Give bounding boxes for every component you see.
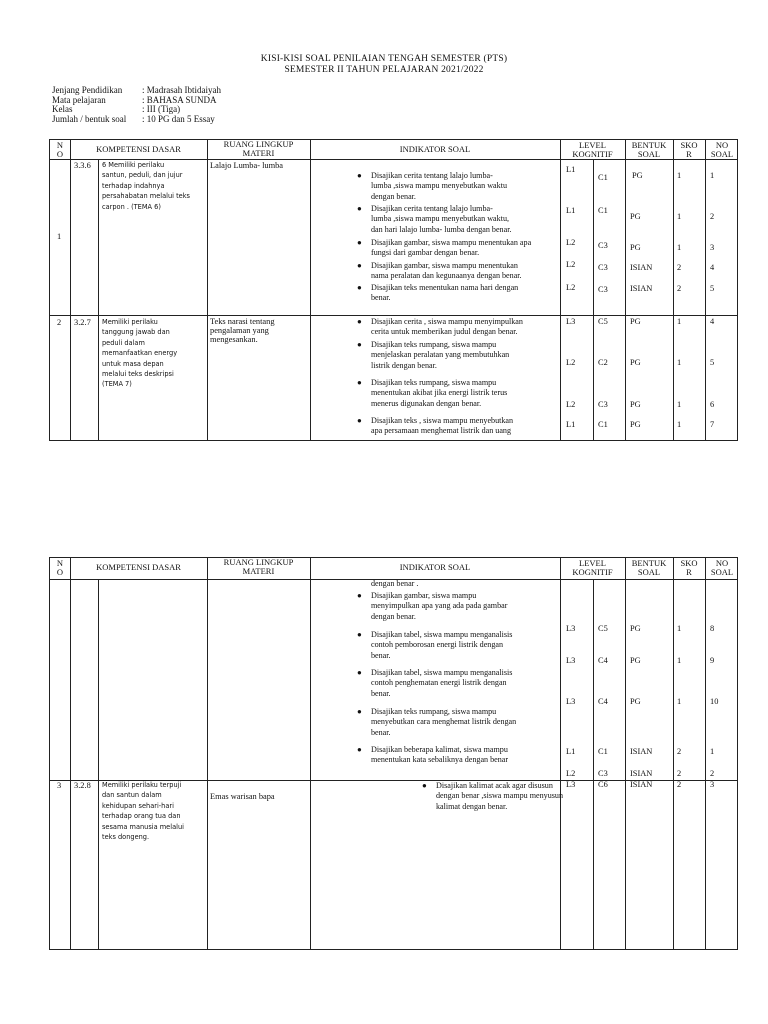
bentuk-value: PG bbox=[630, 212, 641, 221]
skor-value: 1 bbox=[677, 358, 682, 367]
meta-value: : Madrasah Ibtidaiyah bbox=[142, 85, 221, 95]
document-meta bbox=[52, 86, 221, 124]
indicator-item: ● Disajikan teks rumpang, siswa mampu menjelaskan peralatan yang membutuhkan listrik dengan benar. bbox=[357, 340, 510, 370]
grid-table-1 bbox=[49, 139, 738, 441]
grid-table-2 bbox=[49, 557, 738, 950]
level-value: L1 bbox=[566, 206, 576, 215]
bentuk-value: PG bbox=[630, 243, 641, 252]
kd-description: Memiliki perilaku tanggung jawab dan peduli dalam memanfaatkan energy untuk masa depan melalui teks deskripsi (TEMA 7) bbox=[102, 318, 178, 389]
materi-text: Emas warisan bapa bbox=[210, 792, 275, 801]
kd-code: 3.3.6 bbox=[74, 161, 91, 170]
header-ruang-lingkup: RUANG LINGKUP MATERI bbox=[223, 557, 294, 576]
no-soal-value: 3 bbox=[710, 243, 715, 252]
indicator-item: ● Disajikan tabel, siswa mampu menganalisis contoh penghematan energi listrik dengan benar. bbox=[357, 668, 513, 698]
bentuk-value: PG bbox=[630, 400, 641, 409]
cognitive-value: C1 bbox=[598, 206, 608, 215]
kd-description: Memiliki perilaku terpuji dan santun dalam kehidupan sehari-hari terhadap orang tua dan sesama manusia melalui teks dongeng. bbox=[102, 781, 184, 842]
cognitive-value: C1 bbox=[598, 747, 608, 756]
kd-code: 3.2.8 bbox=[74, 781, 91, 790]
level-value: L2 bbox=[566, 358, 576, 367]
skor-value: 2 bbox=[677, 769, 682, 778]
skor-value: 2 bbox=[677, 747, 682, 756]
indicator-item: ● Disajikan teks menentukan nama hari dengan benar. bbox=[357, 283, 519, 303]
no-soal-value: 2 bbox=[710, 212, 715, 221]
bentuk-value: ISIAN bbox=[630, 769, 653, 778]
skor-value: 1 bbox=[677, 697, 682, 706]
no-soal-value: 3 bbox=[710, 780, 715, 789]
skor-value: 1 bbox=[677, 400, 682, 409]
level-value: L3 bbox=[566, 780, 576, 789]
cognitive-value: C4 bbox=[598, 656, 608, 665]
skor-value: 1 bbox=[677, 420, 682, 429]
header-indikator: INDIKATOR SOAL bbox=[399, 562, 471, 572]
level-value: L3 bbox=[566, 697, 576, 706]
materi-text: Teks narasi tentang pengalaman yang mengesankan. bbox=[210, 317, 275, 344]
skor-value: 1 bbox=[677, 171, 682, 180]
row-number: 3 bbox=[57, 781, 62, 790]
header-no-soal: NO SOAL bbox=[710, 558, 734, 577]
bentuk-value: PG bbox=[630, 420, 641, 429]
cognitive-value: C3 bbox=[598, 769, 608, 778]
cognitive-value: C5 bbox=[598, 624, 608, 633]
bentuk-value: ISIAN bbox=[630, 747, 653, 756]
no-soal-value: 8 bbox=[710, 624, 715, 633]
bentuk-value: ISIAN bbox=[630, 263, 653, 272]
skor-value: 1 bbox=[677, 243, 682, 252]
meta-label: Jumlah / bentuk soal bbox=[52, 113, 127, 124]
header-kompetensi-dasar: KOMPETENSI DASAR bbox=[96, 144, 181, 154]
skor-value: 1 bbox=[677, 212, 682, 221]
bentuk-value: PG bbox=[630, 656, 641, 665]
indicator-item: ● Disajikan teks , siswa mampu menyebutkan apa persamaan menghemat listrik dan uang bbox=[357, 416, 514, 436]
cognitive-value: C3 bbox=[598, 285, 608, 294]
indicator-item: ● Disajikan gambar, siswa mampu menentukan nama peralatan dan kegunaanya dengan benar. bbox=[357, 261, 522, 281]
skor-value: 1 bbox=[677, 317, 682, 326]
kd-code: 3.2.7 bbox=[74, 318, 91, 327]
row-number: 1 bbox=[57, 232, 62, 241]
cognitive-value: C2 bbox=[598, 358, 608, 367]
indicator-continuation: dengan benar . bbox=[371, 579, 419, 588]
meta-row bbox=[52, 115, 221, 125]
level-value: L1 bbox=[566, 747, 576, 756]
no-soal-value: 10 bbox=[710, 697, 719, 706]
skor-value: 1 bbox=[677, 624, 682, 633]
indicator-item: ● Disajikan gambar, siswa mampu menyimpulkan apa yang ada pada gambar dengan benar. bbox=[357, 591, 508, 621]
skor-value: 2 bbox=[677, 263, 682, 272]
header-no: N O bbox=[56, 140, 64, 159]
level-value: L2 bbox=[566, 260, 576, 269]
cognitive-value: C3 bbox=[598, 400, 608, 409]
indicator-item: ● Disajikan tabel, siswa mampu menganalisis contoh pemborosan energi listrik dengan benar. bbox=[357, 630, 513, 660]
level-value: L1 bbox=[566, 420, 576, 429]
cognitive-value: C3 bbox=[598, 241, 608, 250]
meta-value: : III (Tiga) bbox=[142, 104, 181, 115]
level-value: L1 bbox=[566, 165, 576, 174]
bentuk-value: PG bbox=[630, 624, 641, 633]
level-value: L3 bbox=[566, 624, 576, 633]
bentuk-value: PG bbox=[632, 171, 643, 180]
document-title-line2: SEMESTER II TAHUN PELAJARAN 2021/2022 bbox=[284, 65, 484, 75]
level-value: L2 bbox=[566, 283, 576, 292]
no-soal-value: 2 bbox=[710, 769, 715, 778]
indicator-item: ● Disajikan teks rumpang, siswa mampu menyebutkan cara menghemat listrik dengan benar. bbox=[357, 707, 517, 737]
no-soal-value: 6 bbox=[710, 400, 715, 409]
header-no-soal: NO SOAL bbox=[710, 140, 734, 159]
no-soal-value: 5 bbox=[710, 358, 715, 367]
bentuk-value: PG bbox=[630, 697, 641, 706]
bentuk-value: ISIAN bbox=[630, 780, 653, 789]
header-skor: SKO R bbox=[680, 558, 698, 577]
level-value: L3 bbox=[566, 317, 576, 326]
no-soal-value: 4 bbox=[710, 263, 715, 272]
meta-value: : 10 PG dan 5 Essay bbox=[142, 113, 215, 124]
no-soal-value: 4 bbox=[710, 317, 715, 326]
header-level-kognitif: LEVEL KOGNITIF bbox=[572, 140, 613, 159]
header-skor: SKO R bbox=[680, 140, 698, 159]
materi-text: Lalajo Lumba- lumba bbox=[210, 161, 284, 170]
indicator-item: ● Disajikan gambar, siswa mampu menentukan apa fungsi dari gambar dengan benar. bbox=[357, 238, 532, 258]
skor-value: 1 bbox=[677, 656, 682, 665]
indicator-item: ● Disajikan cerita , siswa mampu menyimpulkan cerita untuk memberikan judul dengan benar. bbox=[357, 317, 523, 337]
cognitive-value: C1 bbox=[598, 420, 608, 429]
row-number: 2 bbox=[57, 318, 62, 327]
kd-description: 6 Memiliki perilaku santun, peduli, dan jujur terhadap indahnya persahabatan melalui teks carpon . (TEMA 6) bbox=[102, 161, 190, 211]
no-soal-value: 9 bbox=[710, 656, 715, 665]
no-soal-value: 5 bbox=[710, 284, 715, 293]
indicator-item: ● Disajikan kalimat acak agar disusun dengan benar ,siswa mampu menyusun kalimat dengan benar. bbox=[422, 781, 563, 811]
level-value: L2 bbox=[566, 769, 576, 778]
cognitive-value: C3 bbox=[598, 263, 608, 272]
meta-label: Jenjang Pendidikan bbox=[52, 85, 123, 95]
level-value: L2 bbox=[566, 400, 576, 409]
header-bentuk-soal: BENTUK SOAL bbox=[631, 558, 667, 577]
indicator-item: ● Disajikan cerita tentang lalajo lumba- lumba ,siswa mampu menyebutkan waktu, dan hari lalajo lumba- lumba dengan benar. bbox=[357, 204, 512, 234]
bentuk-value: PG bbox=[630, 317, 641, 326]
level-value: L2 bbox=[566, 238, 576, 247]
skor-value: 2 bbox=[677, 780, 682, 789]
cognitive-value: C4 bbox=[598, 697, 608, 706]
header-ruang-lingkup: RUANG LINGKUP MATERI bbox=[223, 139, 294, 158]
header-indikator: INDIKATOR SOAL bbox=[399, 144, 471, 154]
bentuk-value: PG bbox=[630, 358, 641, 367]
bentuk-value: ISIAN bbox=[630, 284, 653, 293]
meta-value: : BAHASA SUNDA bbox=[142, 94, 217, 105]
no-soal-value: 1 bbox=[710, 747, 715, 756]
skor-value: 2 bbox=[677, 284, 682, 293]
cognitive-value: C5 bbox=[598, 317, 608, 326]
header-bentuk-soal: BENTUK SOAL bbox=[631, 140, 667, 159]
level-value: L3 bbox=[566, 656, 576, 665]
cognitive-value: C6 bbox=[598, 780, 608, 789]
header-kompetensi-dasar: KOMPETENSI DASAR bbox=[96, 562, 181, 572]
header-level-kognitif: LEVEL KOGNITIF bbox=[572, 558, 613, 577]
header-no: N O bbox=[56, 558, 64, 577]
document-title-line1: KISI-KISI SOAL PENILAIAN TENGAH SEMESTER (PTS) bbox=[260, 54, 508, 64]
meta-label: Kelas bbox=[52, 104, 73, 115]
meta-row bbox=[52, 96, 221, 106]
indicator-item: ● Disajikan cerita tentang lalajo lumba- lumba ,siswa mampu menyebutkan waktu dengan benar. bbox=[357, 171, 507, 201]
indicator-item: ● Disajikan teks rumpang, siswa mampu menentukan akibat jika energi listrik terus menerus digunakan dengan benar. bbox=[357, 378, 508, 408]
cognitive-value: C1 bbox=[598, 173, 608, 182]
no-soal-value: 1 bbox=[710, 171, 715, 180]
meta-label: Mata pelajaran bbox=[52, 94, 106, 105]
no-soal-value: 7 bbox=[710, 420, 715, 429]
indicator-item: ● Disajikan beberapa kalimat, siswa mampu menentukan kata sebaliknya dengan benar bbox=[357, 745, 509, 765]
